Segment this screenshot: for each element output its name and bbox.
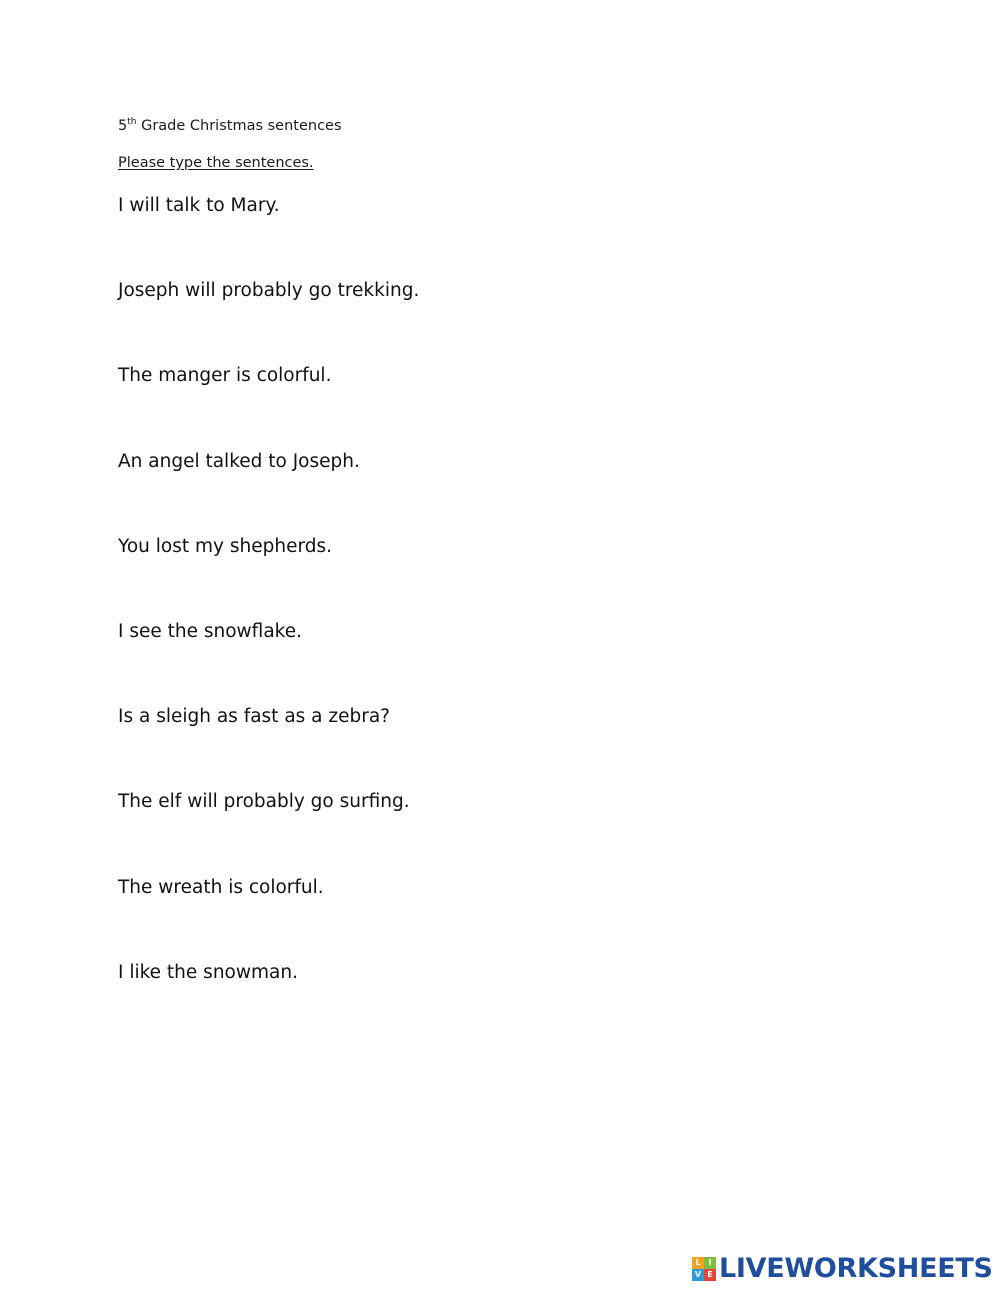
sentence-6: I see the snowflake. (118, 620, 302, 642)
worksheet-title (118, 118, 342, 134)
logo-letter-i: I (704, 1257, 716, 1269)
liveworksheets-logo-text: LIVEWORKSHEETS (719, 1253, 993, 1284)
title-text: Grade Christmas sentences (136, 118, 342, 134)
sentence-2: Joseph will probably go trekking. (118, 280, 420, 302)
sentence-8: The elf will probably go surfing. (118, 791, 410, 813)
liveworksheets-logo (692, 1252, 993, 1286)
sentence-1: I will talk to Mary. (118, 195, 280, 216)
logo-letter-l: L (692, 1257, 704, 1269)
title-grade-superscript: th (127, 117, 137, 127)
sentence-9: The wreath is colorful. (118, 876, 324, 898)
logo-letter-e: E (704, 1269, 716, 1281)
sentence-7: Is a sleigh as fast as a zebra? (118, 706, 390, 728)
title-grade-number: 5 (118, 118, 128, 134)
logo-letter-v: V (692, 1269, 704, 1281)
worksheet-instruction: Please type the sentences. (118, 155, 314, 171)
liveworksheets-logo-icon (692, 1257, 716, 1281)
sentence-5: You lost my shepherds. (118, 535, 332, 557)
sentence-list (118, 193, 419, 1045)
sentence-3: The manger is colorful. (118, 365, 332, 387)
sentence-10: I like the snowman. (118, 961, 298, 983)
sentence-4: An angel talked to Joseph. (118, 450, 360, 472)
